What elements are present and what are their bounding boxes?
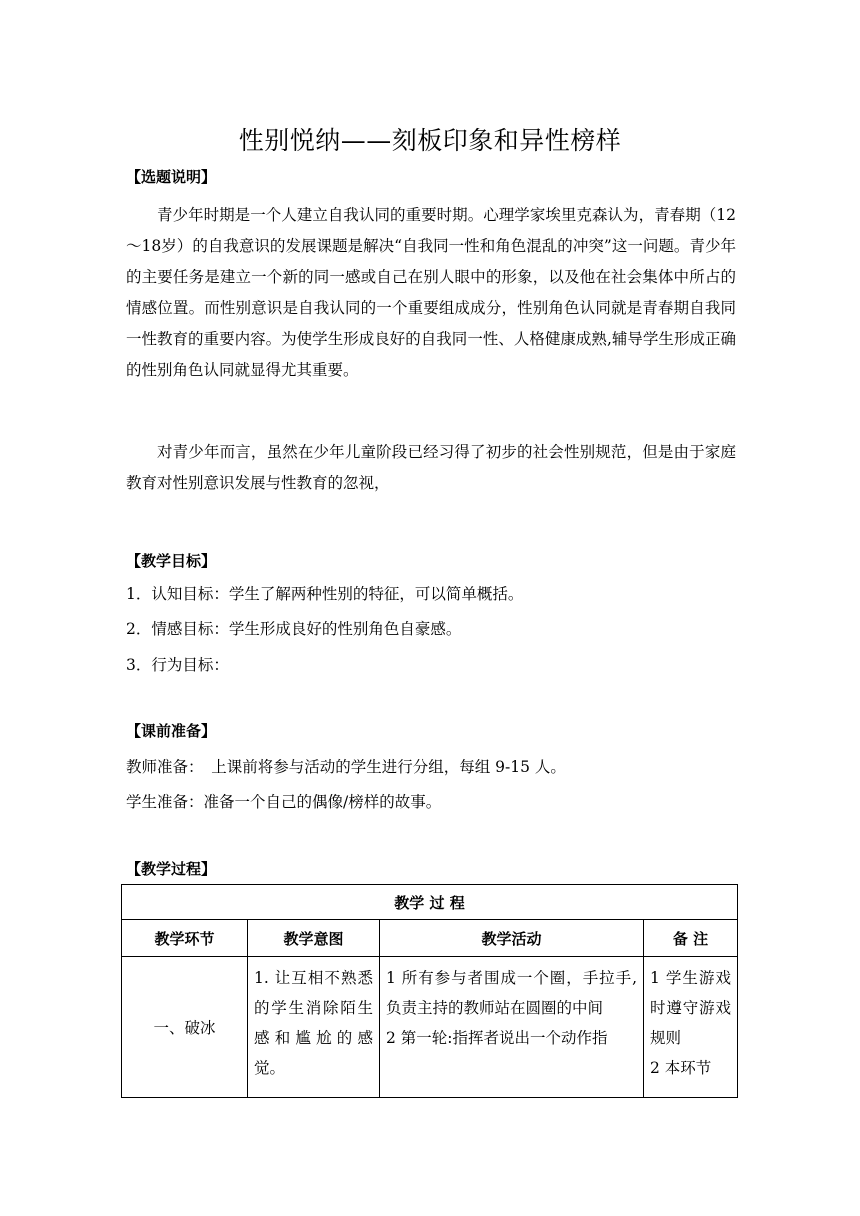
process-table-title: 教学 过 程	[122, 885, 738, 920]
goal-item-3: 3．行为目标：	[126, 656, 229, 674]
column-header-notes: 备 注	[644, 920, 738, 957]
intent-cell	[248, 957, 380, 1098]
note-1: 1 学生游戏时遵守游戏规则	[650, 969, 732, 1047]
column-header-activity: 教学活动	[380, 920, 644, 957]
topic-heading: 【选题说明】	[126, 168, 217, 186]
process-table	[121, 884, 738, 1098]
table-row	[122, 957, 738, 1098]
topic-paragraph-2: 对青少年而言，虽然在少年儿童阶段已经习得了初步的社会性别规范，但是由于家庭教育对性别意识发展与性教育的忽视，	[126, 443, 736, 492]
prep-student: 学生准备：准备一个自己的偶像/榜样的故事。	[126, 793, 442, 811]
topic-paragraph-1: 青少年时期是一个人建立自我认同的重要时期。心理学家埃里克森认为，青春期（12～18岁）的自我意识的发展课题是解决“自我同一性和角色混乱的冲突”这一问题。青少年的主要任务是建立一个新的同一感或自己在别人眼中的形象，以及他在社会集体中所占的情感位置。而性别意识是自我认同的一个重要组成成分，性别角色认同就是青春期自我同一性教育的重要内容。为使学生形成良好的自我同一性、人格健康成熟,辅导学生形成正确的性别角色认同就显得尤其重要。	[126, 206, 736, 379]
goals-heading: 【教学目标】	[126, 552, 217, 570]
intent-text: 1. 让互相不熟悉的学生消除陌生感和尴尬的感觉。	[254, 969, 373, 1077]
column-header-intent: 教学意图	[248, 920, 380, 957]
process-table-header-row	[122, 920, 738, 957]
column-header-stage: 教学环节	[122, 920, 248, 957]
notes-cell	[644, 957, 738, 1098]
activity-step-2: 2 第一轮:指挥者说出一个动作指	[386, 1029, 608, 1047]
goal-item-2: 2．情感目标：学生形成良好的性别角色自豪感。	[126, 620, 462, 638]
note-2: 2 本环节	[650, 1059, 712, 1077]
document-title: 性别悦纳——刻板印象和异性榜样	[238, 126, 622, 155]
prep-heading: 【课前准备】	[126, 722, 217, 740]
stage-cell: 一、破冰	[122, 957, 248, 1098]
activity-cell	[380, 957, 644, 1098]
goal-item-1: 1．认知目标：学生了解两种性别的特征，可以简单概括。	[126, 585, 524, 603]
prep-teacher: 教师准备： 上课前将参与活动的学生进行分组，每组 9-15 人。	[126, 758, 566, 776]
process-heading: 【教学过程】	[126, 860, 217, 878]
activity-step-1: 1 所有参与者围成一个圈，手拉手,负责主持的教师站在圆圈的中间	[386, 969, 637, 1017]
